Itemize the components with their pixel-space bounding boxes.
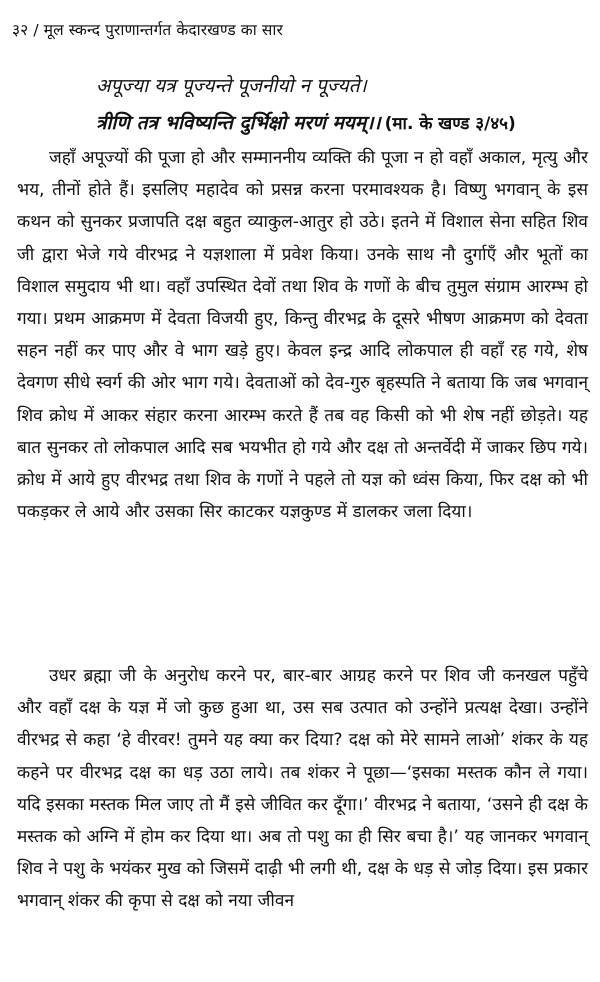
verse-line-2-text: त्रीणि तत्र भविष्यन्ति दुर्भिक्षो मरणं मयम्।। xyxy=(96,112,381,134)
paragraph-1: जहाँ अपूज्यों की पूजा हो और सम्माननीय व्यक्ति की पूजा न हो वहाँ अकाल, मृत्यु और भय, तीनों होते हैं। इसलिए महादेव को प्रसन्न करना परमावश्यक है। विष्णु भगवान् के इस कथन को सुनकर प्रजापति दक्ष बहुत व्याकुल-आतुर हो उठे। इतने में विशाल सेना सहित शिव जी द्वारा भेजे गये वीरभद्र ने यज्ञशाला में प्रवेश किया। उनके साथ नौ दुर्गाएँ और भूतों का विशाल समुदाय भी था। वहाँ उपस्थित देवों तथा शिव के गणों के बीच तुमुल संग्राम आरम्भ हो गया। प्रथम आक्रमण में देवता विजयी हुए, किन्तु वीरभद्र के दूसरे भीषण आक्रमण को देवता सहन नहीं कर पाए और वे भाग खड़े हुए। केवल इन्द्र आदि लोकपाल ही वहाँ रह गये, शेष देवगण सीधे स्वर्ग की ओर भाग गये। देवताओं को देव-गुरु बृहस्पति ने बताया कि जब भगवान् शिव क्रोध में आकर संहार करना आरम्भ करते हैं तब वह किसी को भी शेष नहीं छोड़ते। यह बात सुनकर तो लोकपाल आदि सब भयभीत हो गये और दक्ष तो अन्तर्वेदी में जाकर छिप गये। क्रोध में आये हुए वीरभद्र तथा शिव के गणों ने पहले तो यज्ञ को ध्वंस किया, फिर दक्ष को भी पकड़कर ले आये और उसका सिर काटकर यज्ञकुण्ड में डालकर जला दिया। xyxy=(17,148,588,523)
verse-line-1-text: अपूज्या यत्र पूज्यन्ते पूजनीयो न पूज्यते। xyxy=(96,75,367,97)
running-header: ३२ / मूल स्कन्द पुराणान्तर्गत केदारखण्ड का सार xyxy=(12,21,283,39)
verse-line-2 xyxy=(96,109,596,135)
verse-line-1 xyxy=(96,72,596,98)
verse-reference: (मा. के खण्ड ३/४५) xyxy=(384,114,516,134)
paragraph-2: उधर ब्रह्मा जी के अनुरोध करने पर, बार-बार आग्रह करने पर शिव जी कनखल पहुँचे और वहाँ दक्ष के यज्ञ में जो कुछ हुआ था, उस सब उत्पात को उन्होंने प्रत्यक्ष देखा। उन्होंने वीरभद्र से कहा ‘हे वीरवर! तुमने यह क्या कर दिया? दक्ष को मेरे सामने लाओ’ शंकर के यह कहने पर वीरभद्र दक्ष का धड़ उठा लाये। तब शंकर ने पूछा—‘इसका मस्तक कौन ले गया। यदि इसका मस्तक मिल जाए तो मैं इसे जीवित कर दूँगा।’ वीरभद्र ने बताया, ‘उसने ही दक्ष के मस्तक को अग्नि में होम कर दिया था। अब तो पशु का ही सिर बचा है।’ यह जानकर भगवान् शिव ने पशु के भयंकर मुख को जिसमें दाढ़ी भी लगी थी, दक्ष के धड़ से जोड़ दिया। इस प्रकार भगवान् शंकर की कृपा से दक्ष को नया जीवन xyxy=(17,666,588,912)
